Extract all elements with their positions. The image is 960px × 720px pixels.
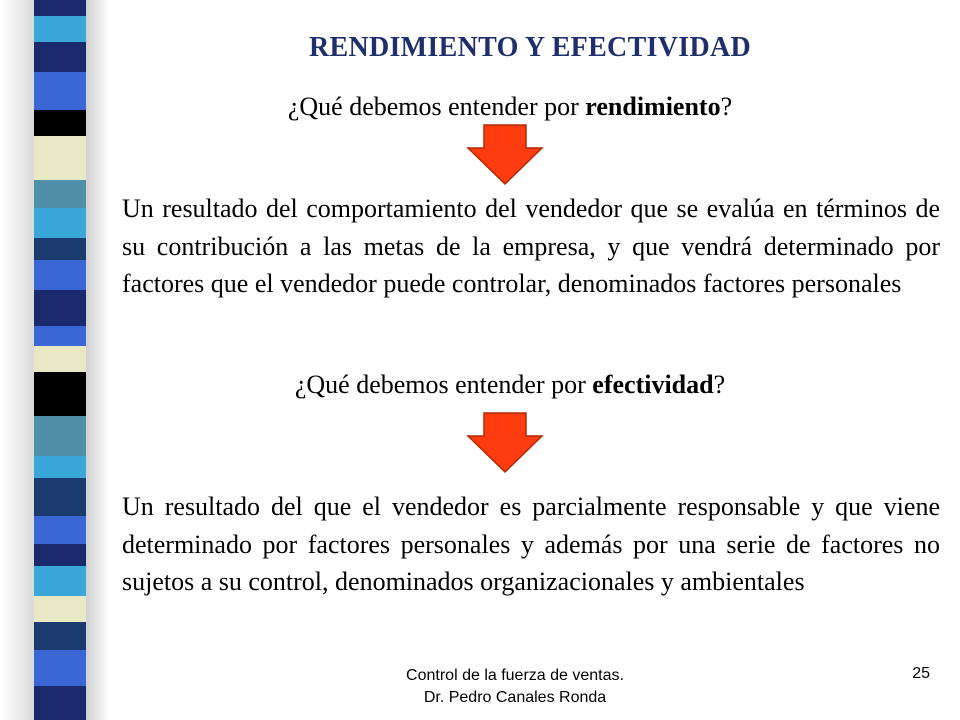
question-rendimiento	[120, 92, 900, 122]
stripe-block	[34, 72, 86, 110]
stripe-block	[34, 326, 86, 346]
stripe-block	[34, 136, 86, 180]
page-number: 25	[912, 665, 930, 682]
slide-title: RENDIMIENTO Y EFECTIVIDAD	[308, 32, 752, 63]
footer-line2: Dr. Pedro Canales Ronda	[423, 688, 607, 706]
down-arrow-icon	[466, 124, 544, 186]
question-emphasis: rendimiento	[585, 92, 721, 121]
stripe-block	[34, 622, 86, 650]
stripe-block	[34, 16, 86, 42]
question-suffix: ?	[720, 92, 733, 121]
stripe-block	[34, 110, 86, 136]
question-prefix: ¿Qué debemos entender por	[294, 370, 593, 399]
stripe-block	[34, 346, 86, 372]
stripe-shadow	[0, 0, 34, 720]
stripe-gray-edge	[86, 0, 110, 720]
answer-efectividad: Un resultado del que el vendedor es parcialmente responsable y que viene determinado por factores personales y además por una serie de factores no sujetos a su control, denominados organizacionales y ambientales	[122, 492, 940, 597]
stripe-block	[34, 456, 86, 478]
stripe-block	[34, 0, 86, 16]
stripe-block	[34, 372, 86, 416]
stripe-block	[34, 290, 86, 326]
down-arrow-icon	[466, 412, 544, 474]
answer-rendimiento: Un resultado del comportamiento del vendedor que se evalúa en términos de su contribución a las metas de la empresa, y que vendrá determinado por factores que el vendedor puede controlar, denominados factores personales	[122, 194, 940, 299]
stripe-block	[34, 686, 86, 720]
question-prefix: ¿Qué debemos entender por	[287, 92, 586, 121]
question-suffix: ?	[713, 370, 726, 399]
stripe-block	[34, 416, 86, 456]
question-emphasis: efectividad	[592, 370, 714, 399]
footer-credit	[330, 665, 700, 708]
stripe-block	[34, 650, 86, 686]
stripe-block	[34, 260, 86, 290]
stripe-block	[34, 566, 86, 596]
stripe-block	[34, 596, 86, 622]
decorative-stripe-band	[0, 0, 110, 720]
question-efectividad	[120, 370, 900, 400]
footer-line1: Control de la fuerza de ventas.	[406, 667, 624, 684]
stripe-block	[34, 42, 86, 72]
stripe-block	[34, 208, 86, 238]
stripe-block	[34, 544, 86, 566]
stripe-column	[34, 0, 86, 720]
stripe-block	[34, 180, 86, 208]
stripe-block	[34, 516, 86, 544]
stripe-block	[34, 238, 86, 260]
stripe-block	[34, 478, 86, 516]
